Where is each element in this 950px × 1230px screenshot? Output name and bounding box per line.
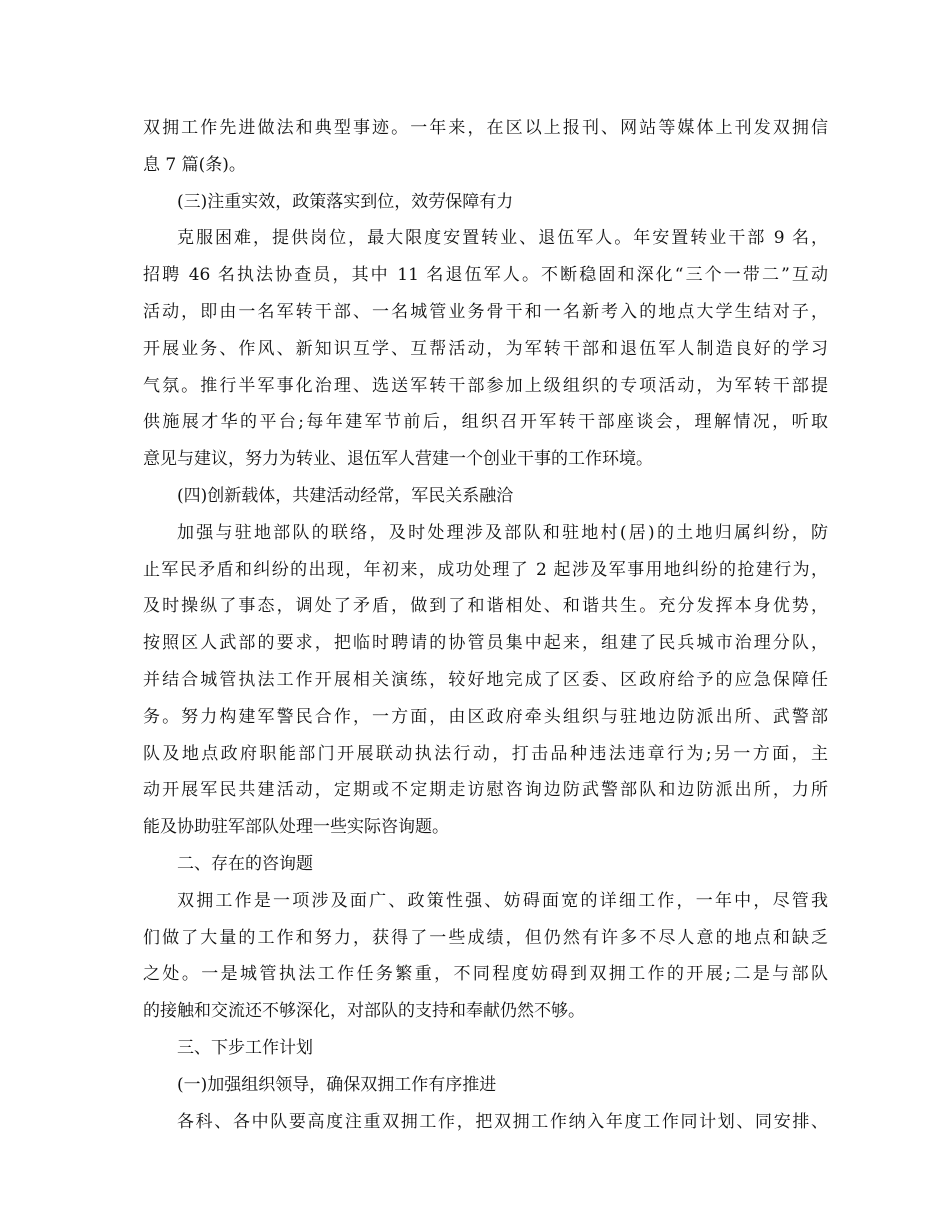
text-line: 的接触和交流还不够深化，对部队的支持和奉献仍然不够。	[143, 1001, 585, 1022]
text-line: 息 7 篇(条)。	[143, 154, 246, 175]
text-line: 二、存在的咨询题	[177, 853, 313, 874]
text-line: 各科、各中队要高度注重双拥工作，把双拥工作纳入年度工作同计划、同安排、	[177, 1111, 828, 1132]
document-body	[143, 110, 828, 1140]
text-line: 供施展才华的平台;每年建军节前后，组织召开军转干部座谈会，理解情况，听取	[143, 412, 828, 433]
text-line: 双拥工作是一项涉及面广、政策性强、妨碍面宽的详细工作，一年中，尽管我	[177, 890, 828, 911]
text-line: 气氛。推行半军事化治理、选送军转干部参加上级组织的专项活动，为军转干部提	[143, 375, 828, 396]
text-line: 意见与建议，努力为转业、退伍军人营建一个创业干事的工作环境。	[143, 449, 653, 470]
text-line: 按照区人武部的要求，把临时聘请的协管员集中起来，组建了民兵城市治理分队，	[143, 633, 828, 654]
text-line: 活动，即由一名军转干部、一名城管业务骨干和一名新考入的地点大学生结对子，	[143, 301, 828, 322]
text-line: 克服困难，提供岗位，最大限度安置转业、退伍军人。年安置转业干部 9 名，	[177, 228, 828, 249]
text-line: 之处。一是城管执法工作任务繁重，不同程度妨碍到双拥工作的开展;二是与部队	[143, 964, 828, 985]
text-line: (一)加强组织领导，确保双拥工作有序推进	[177, 1074, 497, 1095]
text-line: 们做了大量的工作和努力，获得了一些成绩，但仍然有许多不尽人意的地点和缺乏	[143, 927, 828, 948]
text-line: 能及协助驻军部队处理一些实际咨询题。	[143, 817, 449, 838]
text-line: 三、下步工作计划	[177, 1037, 313, 1058]
text-line: 队及地点政府职能部门开展联动执法行动，打击品种违法违章行为;另一方面，主	[143, 743, 828, 764]
text-line: 务。努力构建军警民合作，一方面，由区政府牵头组织与驻地边防派出所、武警部	[143, 706, 828, 727]
text-line: 开展业务、作风、新知识互学、互帮活动，为军转干部和退伍军人制造良好的学习	[143, 338, 828, 359]
text-line: (三)注重实效，政策落实到位，效劳保障有力	[177, 191, 514, 212]
text-line: 动开展军民共建活动，定期或不定期走访慰咨询边防武警部队和边防派出所，力所	[143, 780, 828, 801]
text-line: 止军民矛盾和纠纷的出现，年初来，成功处理了 2 起涉及军事用地纠纷的抢建行为，	[143, 559, 828, 580]
text-line: 并结合城管执法工作开展相关演练，较好地完成了区委、区政府给予的应急保障任	[143, 669, 828, 690]
text-line: 双拥工作先进做法和典型事迹。一年来，在区以上报刊、网站等媒体上刊发双拥信	[143, 118, 828, 138]
text-line: 招聘 46 名执法协查员，其中 11 名退伍军人。不断稳固和深化“三个一带二”互动	[143, 265, 828, 286]
text-line: (四)创新载体，共建活动经常，军民关系融洽	[177, 485, 514, 506]
text-line: 及时操纵了事态，调处了矛盾，做到了和谐相处、和谐共生。充分发挥本身优势，	[143, 596, 828, 617]
text-line: 加强与驻地部队的联络，及时处理涉及部队和驻地村(居)的土地归属纠纷，防	[177, 522, 828, 543]
